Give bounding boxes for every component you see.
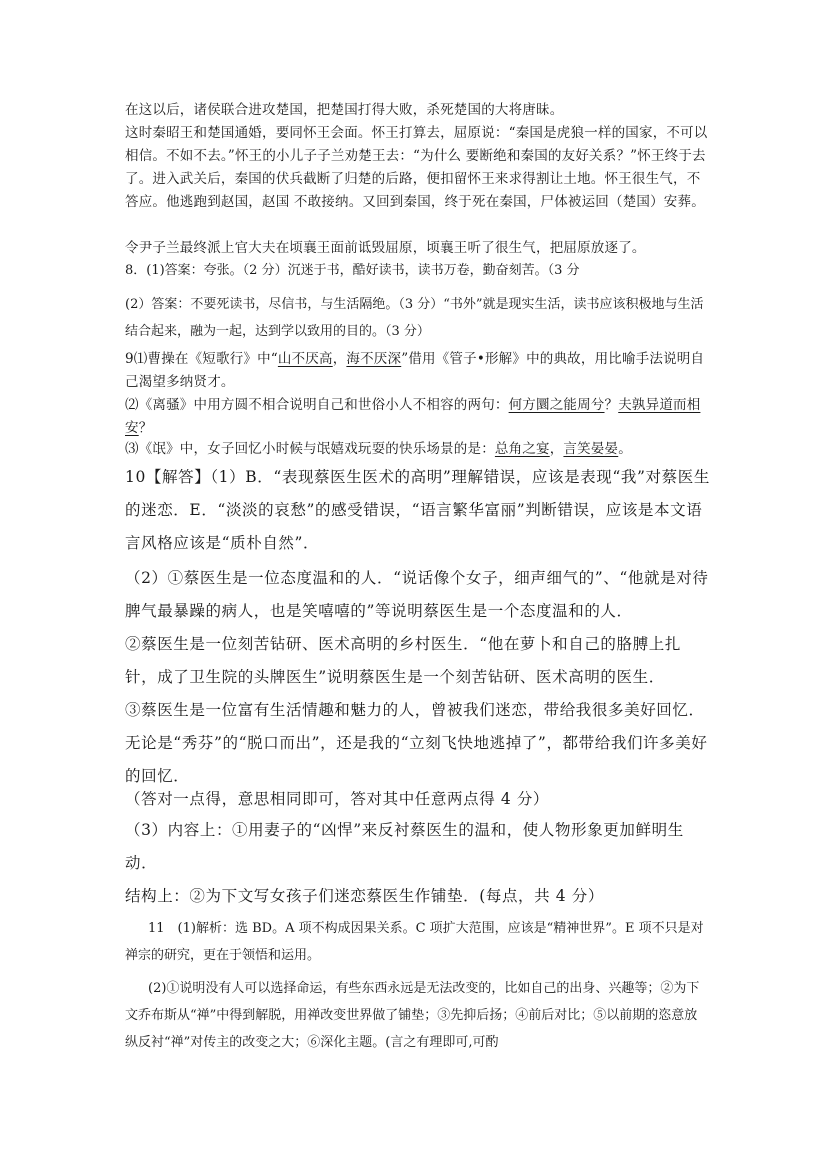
q9-a1-post: ”借用《管子•形解》中的典故，用比喻手法说明自己渴望多纳贤才。 xyxy=(125,351,705,390)
story-paragraph-2: 这时秦昭王和楚国通婚，要同怀王会面。怀王打算去，屈原说：“秦国是虎狼一样的国家，不可以相信。不如不去。”怀王的小儿子子兰劝楚王去：“为什么 要断绝和秦国的友好关系？”怀王终于去了。进入武关后，秦国的伏兵截断了归楚的后路，便扣留怀王来求得割让土地。怀王很生气，不答应。他逃跑到赵国，赵国 不敢接纳。又回到秦国，终于死在秦国，尸体被运回（楚国）安葬。 xyxy=(125,125,708,210)
q9-answer-3 xyxy=(125,438,710,461)
q9-a2-underline-1: 何方圜之能周兮 xyxy=(508,397,605,413)
story-paragraph-1: 在这以后，诸侯联合进攻楚国，把楚国打得大败，杀死楚国的大将唐昧。 xyxy=(125,102,564,118)
q8-answer-1: 8．(1)答案：夸张。（2 分）沉迷于书，酷好读书，读书万卷，勤奋刻苦。（3 分 xyxy=(125,263,580,278)
q9-a3-sep: ， xyxy=(549,441,564,457)
q9-a3-underline-1: 总角之宴 xyxy=(494,441,550,457)
q10-paragraph-1: 10【解答】（1）B．“表现蔡医生医术的高明”理解错误，应该是表现“我”对蔡医生的迷恋．E．“淡淡的哀愁”的感受错误，“语言繁华富丽”判断错误，应该是本文语言风格应该是“质朴自然”． xyxy=(125,468,710,552)
q9-a1-sep: ， xyxy=(332,351,347,367)
q9-a2-underline-2: 夫孰异道而相安 xyxy=(125,397,701,436)
q9-a2-post: ？ xyxy=(138,420,153,436)
q8-answer-2: (2）答案：不要死读书，尽信书，与生活隔绝。（3 分）“书外”就是现实生活，读书应该积极地与生活结合起来，融为一起，达到学以致用的目的。（3 分） xyxy=(125,297,704,339)
q10-paragraph-4: ③蔡医生是一位富有生活情趣和魅力的人，曾被我们迷恋，带给我很多美好回忆．无论是“秀芬”的“脱口而出”，还是我的“立刻飞快地逃掉了”，都带给我们许多美好的回忆． xyxy=(125,701,708,785)
q10-paragraph-5: （答对一点得，意思相同即可，答对其中任意两点得 4 分） xyxy=(125,790,550,808)
q9-answer-2 xyxy=(125,394,710,440)
q10-paragraph-3: ②蔡医生是一位刻苦钻研、医术高明的乡村医生．“他在萝卜和自己的胳膊上扎针，成了卫生院的头牌医生”说明蔡医生是一个刻苦钻研、医术高明的医生． xyxy=(125,635,681,686)
q11-paragraph-2: (2)①说明没有人可以选择命运，有些东西永远是无法改变的，比如自己的出身、兴趣等；②为下文乔布斯从“禅”中得到解脱，用禅改变世界做了铺垫；③先抑后扬；④前后对比；⑤以前期的恣意放纵反衬“禅”对传主的改变之大；⑥深化主题。(言之有理即可,可酌 xyxy=(125,981,700,1050)
q9-a1-pre: 9⑴曹操在《短歌行》中“ xyxy=(125,351,278,367)
q9-a2-pre: ⑵《离骚》中用方圆不相合说明自己和世俗小人不相容的两句： xyxy=(125,397,509,413)
q10-paragraph-7: 结构上：②为下文写女孩子们迷恋蔡医生作铺垫．(每点，共 4 分） xyxy=(125,887,604,905)
q10-paragraph-6: （3）内容上：①用妻子的“凶悍”来反衬蔡医生的温和，使人物形象更加鲜明生动． xyxy=(125,821,684,872)
story-paragraph-3: 令尹子兰最终派上官大夫在顷襄王面前诋毁屈原，顷襄王听了很生气，把屈原放逐了。 xyxy=(125,240,646,256)
q9-a1-underline-2: 海不厌深 xyxy=(346,351,402,367)
q9-a1-underline-1: 山不厌高 xyxy=(277,351,333,367)
q11-paragraph-1: 11 (1)解析：选 BD。A 项不构成因果关系。C 项扩大范围，应该是“精神世界”。E 项不只是对禅宗的研究，更在于领悟和运用。 xyxy=(125,921,704,963)
q10-paragraph-2: （2）①蔡医生是一位态度温和的人．“说话像个女子，细声细气的”、“他就是对待脾气最暴躁的病人，也是笑嘻嘻的”等说明蔡医生是一个态度温和的人． xyxy=(125,569,709,620)
q9-a3-underline-2: 言笑晏晏 xyxy=(563,441,619,457)
q9-a2-mid: ？ xyxy=(604,397,619,413)
q9-answer-1 xyxy=(125,348,710,394)
q9-a3-pre: ⑶《氓》中，女子回忆小时候与氓嬉戏玩耍的快乐场景的是： xyxy=(125,441,495,457)
q9-a3-post: 。 xyxy=(618,441,632,457)
